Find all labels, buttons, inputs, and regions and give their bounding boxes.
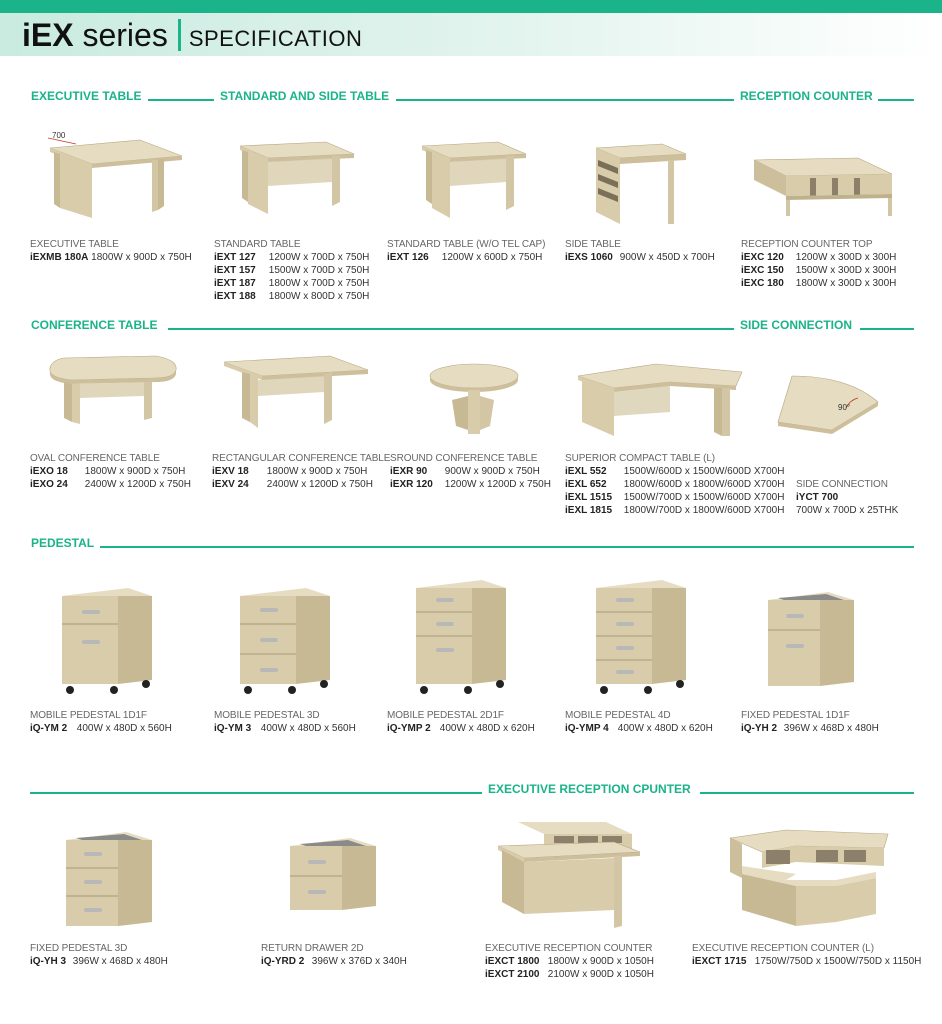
standard-table-illustration <box>236 138 356 226</box>
rule-row2 <box>168 328 734 330</box>
product-code: iEXCT 1715 <box>692 956 747 967</box>
section-side-connection: SIDE CONNECTION <box>740 318 853 332</box>
section-conference-table: CONFERENCE TABLE <box>31 318 158 332</box>
section-pedestal: PEDESTAL <box>31 536 95 550</box>
product-size: 400W x 480D x 620H <box>439 723 535 734</box>
product-code: iEXO 24 <box>30 479 68 490</box>
round-conference-table-illustration <box>428 360 524 438</box>
product-caption: FIXED PEDESTAL 1D1F <box>741 710 850 721</box>
product-caption: STANDARD TABLE <box>214 239 301 250</box>
product-executive-reception-counter <box>485 942 654 981</box>
page-title <box>22 17 362 57</box>
mobile-pedestal-3d-illustration <box>236 584 336 698</box>
product-size: 1200W x 600D x 750H <box>441 252 543 263</box>
executive-reception-counter-illustration <box>494 818 644 930</box>
product-return-drawer-2d <box>261 942 407 968</box>
product-size: 1800W x 900D x 1050H <box>547 956 654 967</box>
rule-row1 <box>148 99 214 101</box>
product-size: 396W x 468D x 480H <box>783 723 879 734</box>
mobile-pedestal-1d1f-illustration <box>58 584 158 698</box>
product-side-table <box>565 238 715 264</box>
mobile-pedestal-2d1f-illustration <box>412 576 512 700</box>
product-size: 400W x 480D x 620H <box>617 723 713 734</box>
product-size: 2100W x 900D x 1050H <box>547 969 654 980</box>
rectangular-conference-table-illustration <box>220 352 372 434</box>
product-code: iEXT 187 <box>214 278 256 289</box>
product-caption: SROUND CONFERENCE TABLE <box>390 453 538 464</box>
product-code: iQ-YH 2 <box>741 723 778 734</box>
product-size: 1800W x 900D x 750H <box>91 252 192 263</box>
product-caption: OVAL CONFERENCE TABLE <box>30 453 160 464</box>
product-fixed-pedestal-1d1f <box>741 709 879 735</box>
product-code: iEXV 18 <box>212 466 249 477</box>
product-size: 2400W x 1200D x 750H <box>266 479 373 490</box>
product-size: 400W x 480D x 560H <box>260 723 356 734</box>
product-caption: MOBILE PEDESTAL 1D1F <box>30 710 147 721</box>
oval-conference-table-illustration <box>44 350 180 430</box>
fixed-pedestal-3d-illustration <box>62 828 158 932</box>
angle-label-90: 90° <box>838 403 851 412</box>
product-code: iEXO 18 <box>30 466 68 477</box>
dim-label-700: 700 <box>52 131 66 140</box>
section-executive-table: EXECUTIVE TABLE <box>31 89 142 103</box>
product-caption: MOBILE PEDESTAL 2D1F <box>387 710 504 721</box>
section-standard-side-table: STANDARD AND SIDE TABLE <box>220 89 390 103</box>
product-rectangular-conference-table <box>212 452 390 491</box>
product-caption: MOBILE PEDESTAL 3D <box>214 710 320 721</box>
mobile-pedestal-4d-illustration <box>592 576 692 700</box>
brand-name: iEX <box>22 17 74 53</box>
product-caption: FIXED PEDESTAL 3D <box>30 943 128 954</box>
product-size: 1800W/600D x 1800W/600D X700H <box>623 479 785 490</box>
rule-row4a <box>30 792 482 794</box>
rule-row3 <box>100 546 914 548</box>
product-code: iEXL 1515 <box>565 492 613 503</box>
product-size: 396W x 468D x 480H <box>72 956 168 967</box>
executive-table-illustration <box>40 126 185 224</box>
product-size: 1750W/750D x 1500W/750D x 1150H <box>754 956 922 967</box>
product-size: 1200W x 1200D x 750H <box>444 479 551 490</box>
product-round-conference-table <box>390 452 551 491</box>
rule-row4b <box>700 792 914 794</box>
product-size: 1500W/700D x 1500W/600D X700H <box>623 492 785 503</box>
product-size: 1500W x 300D x 300H <box>795 265 897 276</box>
return-drawer-2d-illustration <box>286 834 382 916</box>
section-executive-reception: EXECUTIVE RECEPTION CPUNTER <box>488 782 691 796</box>
product-code: iEXMB 180A <box>30 252 89 263</box>
product-size: 900W x 900D x 750H <box>444 466 540 477</box>
rule-row1b <box>396 99 734 101</box>
product-code: iEXS 1060 <box>565 252 613 263</box>
product-fixed-pedestal-3d <box>30 942 168 968</box>
product-code: iEXC 120 <box>741 252 784 263</box>
title-divider <box>178 19 181 51</box>
product-superior-compact-table <box>565 452 784 517</box>
standard-table-no-cap-illustration <box>418 138 530 228</box>
product-size: 396W x 376D x 340H <box>311 956 407 967</box>
product-executive-table <box>30 238 192 264</box>
product-size: 1800W x 800D x 750H <box>268 291 370 302</box>
product-size: 1800W/700D x 1800W/600D X700H <box>623 505 785 516</box>
product-size: 1800W x 900D x 750H <box>84 466 186 477</box>
product-code: iEXL 552 <box>565 466 607 477</box>
product-caption: STANDARD TABLE (W/O TEL CAP) <box>387 239 546 250</box>
product-size: 2400W x 1200D x 750H <box>84 479 191 490</box>
product-executive-reception-counter-l <box>692 942 921 968</box>
product-code: iEXR 120 <box>390 479 433 490</box>
product-size: 900W x 450D x 700H <box>619 252 715 263</box>
product-mobile-pedestal-2d1f <box>387 709 535 735</box>
product-code: iQ-YM 3 <box>214 723 252 734</box>
product-size: 1800W x 900D x 750H <box>266 466 368 477</box>
top-accent-bar <box>0 0 942 13</box>
product-mobile-pedestal-4d <box>565 709 713 735</box>
side-connection-illustration <box>776 372 884 438</box>
product-size: 1800W x 700D x 750H <box>268 278 370 289</box>
product-caption: MOBILE PEDESTAL 4D <box>565 710 671 721</box>
product-side-connection <box>796 478 898 517</box>
product-caption: EXECUTIVE RECEPTION COUNTER <box>485 943 653 954</box>
rule-row1c <box>878 99 914 101</box>
executive-reception-counter-l-illustration <box>726 826 892 930</box>
product-code: iEXL 652 <box>565 479 607 490</box>
product-size: 1800W x 300D x 300H <box>795 278 897 289</box>
product-caption: RETURN DRAWER 2D <box>261 943 364 954</box>
product-reception-counter-top <box>741 238 896 290</box>
brand-series: series <box>82 17 168 53</box>
product-code: iEXV 24 <box>212 479 249 490</box>
product-size: 1500W x 700D x 750H <box>268 265 370 276</box>
product-size: 1200W x 700D x 750H <box>268 252 370 263</box>
side-table-illustration <box>592 140 690 228</box>
product-caption: SIDE TABLE <box>565 239 621 250</box>
product-code: iQ-YMP 2 <box>387 723 431 734</box>
product-mobile-pedestal-1d1f <box>30 709 172 735</box>
product-standard-table-no-cap <box>387 238 545 264</box>
product-code: iQ-YRD 2 <box>261 956 305 967</box>
product-size: 700W x 700D x 25THK <box>796 505 899 516</box>
product-code: iYCT 700 <box>796 492 839 503</box>
rule-row2b <box>860 328 914 330</box>
product-code: iEXT 188 <box>214 291 256 302</box>
product-size: 1200W x 300D x 300H <box>795 252 897 263</box>
product-caption: RECTANGULAR CONFERENCE TABLE <box>212 453 391 464</box>
product-code: iEXC 150 <box>741 265 784 276</box>
product-mobile-pedestal-3d <box>214 709 356 735</box>
product-caption: EXECUTIVE RECEPTION COUNTER (L) <box>692 943 874 954</box>
product-caption: RECEPTION COUNTER TOP <box>741 239 873 250</box>
product-size: 400W x 480D x 560H <box>76 723 172 734</box>
product-size: 1500W/600D x 1500W/600D X700H <box>623 466 785 477</box>
product-code: iQ-YMP 4 <box>565 723 609 734</box>
product-standard-table <box>214 238 369 303</box>
reception-counter-top-illustration <box>750 154 896 220</box>
product-code: iEXCT 2100 <box>485 969 540 980</box>
product-code: iQ-YH 3 <box>30 956 67 967</box>
product-code: iEXT 127 <box>214 252 256 263</box>
product-code: iQ-YM 2 <box>30 723 68 734</box>
product-code: iEXT 157 <box>214 265 256 276</box>
section-reception-counter: RECEPTION COUNTER <box>740 89 873 103</box>
fixed-pedestal-1d1f-illustration <box>764 588 860 692</box>
product-caption: EXECUTIVE TABLE <box>30 239 119 250</box>
product-code: iEXR 90 <box>390 466 428 477</box>
product-code: iEXCT 1800 <box>485 956 540 967</box>
superior-compact-table-illustration <box>574 360 746 440</box>
spec-title: SPECIFICATION <box>188 26 363 51</box>
product-caption: SUPERIOR COMPACT TABLE (L) <box>565 453 716 464</box>
product-code: iEXT 126 <box>387 252 429 263</box>
product-code: iEXC 180 <box>741 278 784 289</box>
product-oval-conference-table <box>30 452 191 491</box>
product-code: iEXL 1815 <box>565 505 613 516</box>
product-caption: SIDE CONNECTION <box>796 479 888 490</box>
